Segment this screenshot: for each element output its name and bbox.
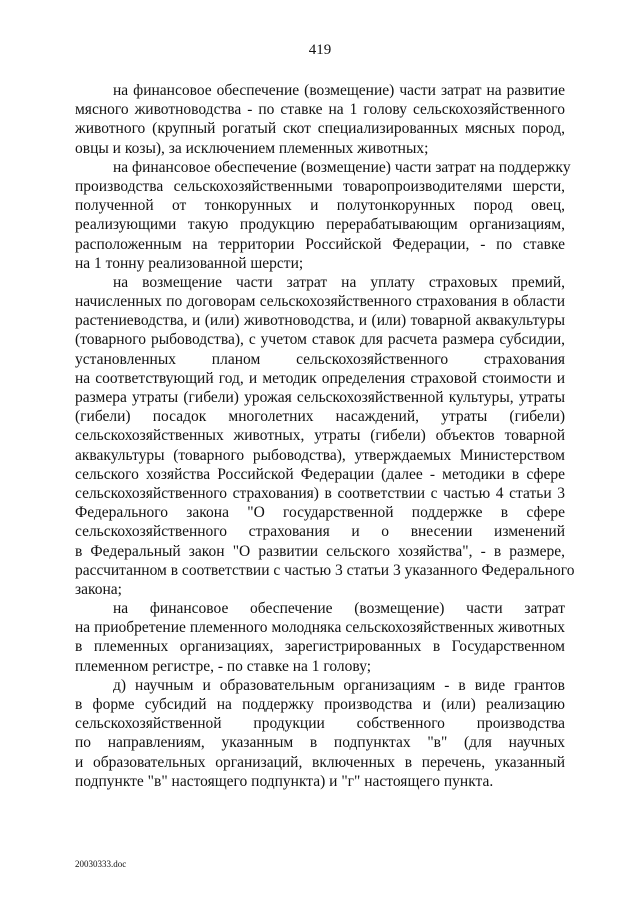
text-line: расположенным на территории Российской Федерации, - по ставке <box>75 235 565 253</box>
text-line: на финансовое обеспечение (возмещение) части затрат на поддержку <box>113 158 571 176</box>
text-line: на соответствующий год, и методик определения страховой стоимости и <box>75 369 565 387</box>
text-line: полученной от тонкорунных и полутонкорунных пород овец, <box>75 197 565 215</box>
text-line: сельскохозяйственного страхования) в соответствии с частью 4 статьи 3 <box>75 484 565 502</box>
text-line: сельскохозяйственной продукции собственного производства <box>75 715 565 733</box>
text-line: на финансовое обеспечение (возмещение) части затрат на развитие <box>113 82 565 99</box>
text-line: размера утраты (гибели) урожая сельскохозяйственной культуры, утраты <box>75 389 565 406</box>
paragraph-4 <box>75 599 565 676</box>
text-line: (товарного рыбоводства), с учетом ставок для расчета размера субсидии, <box>75 331 565 349</box>
paragraph-1 <box>75 81 565 158</box>
paragraph-3 <box>75 273 575 599</box>
text-line: на финансовое обеспечение (возмещение) части затрат <box>113 600 565 618</box>
text-line: реализующими такую продукцию перерабатывающим организациям, <box>75 216 565 234</box>
text-line: Федерального закона "О государственной поддержке в сфере <box>75 504 565 522</box>
text-line: сельского хозяйства Российской Федерации (далее - методики в сфере <box>75 465 565 483</box>
text-line: животного (крупный рогатый скот специализированных мясных пород, <box>75 120 565 138</box>
text-line: на возмещение части затрат на уплату страховых премий, <box>113 273 565 291</box>
text-line: мясного животноводства - по ставке на 1 голову сельскохозяйственного <box>75 101 565 119</box>
text-line: и образовательных организаций, включенных в перечень, указанный <box>75 753 565 771</box>
text-line: растениеводства, и (или) животноводства, и (или) товарной аквакультуры <box>75 312 565 330</box>
text-line: установленных планом сельскохозяйственного страхования <box>75 350 565 368</box>
text-line: производства сельскохозяйственными товаропроизводителями шерсти, <box>75 177 565 195</box>
text-line: сельскохозяйственного страхования и о внесении изменений <box>75 523 565 541</box>
paragraph-2 <box>75 158 571 273</box>
text-line: сельскохозяйственных животных, утраты (гибели) объектов товарной <box>75 427 565 445</box>
text-line: племенном регистре, - по ставке на 1 голову; <box>75 657 372 675</box>
text-line: на приобретение племенного молодняка сельскохозяйственных животных <box>75 619 565 637</box>
text-line: по направлениям, указанным в подпунктах "в" (для научных <box>75 734 565 752</box>
text-line: в Федеральный закон "О развитии сельского хозяйства", - в размере, <box>75 542 565 560</box>
text-line: подпункте "в" настоящего подпункта) и "г" настоящего пункта. <box>75 772 494 790</box>
document-footer-filename: 20030333.doc <box>75 859 127 869</box>
text-line: аквакультуры (товарного рыбоводства), утверждаемых Министерством <box>75 446 565 464</box>
text-line: закона; <box>75 580 122 598</box>
text-line: на 1 тонну реализованной шерсти; <box>75 254 304 272</box>
text-line: д) научным и образовательным организациям - в виде грантов <box>113 676 565 694</box>
text-line: начисленных по договорам сельскохозяйственного страхования в области <box>75 293 565 311</box>
text-line: рассчитанном в соответствии с частью 3 статьи 3 указанного Федерального <box>75 561 575 579</box>
text-line: (гибели) посадок многолетних насаждений, утраты (гибели) <box>75 408 565 426</box>
text-line: в племенных организациях, зарегистрированных в Государственном <box>75 638 565 656</box>
text-line: овцы и козы), за исключением племенных животных; <box>75 139 429 157</box>
document-body <box>75 81 575 791</box>
text-line: в форме субсидий на поддержку производства и (или) реализацию <box>75 696 565 713</box>
paragraph-5 <box>75 676 565 791</box>
page-number: 419 <box>308 42 332 58</box>
